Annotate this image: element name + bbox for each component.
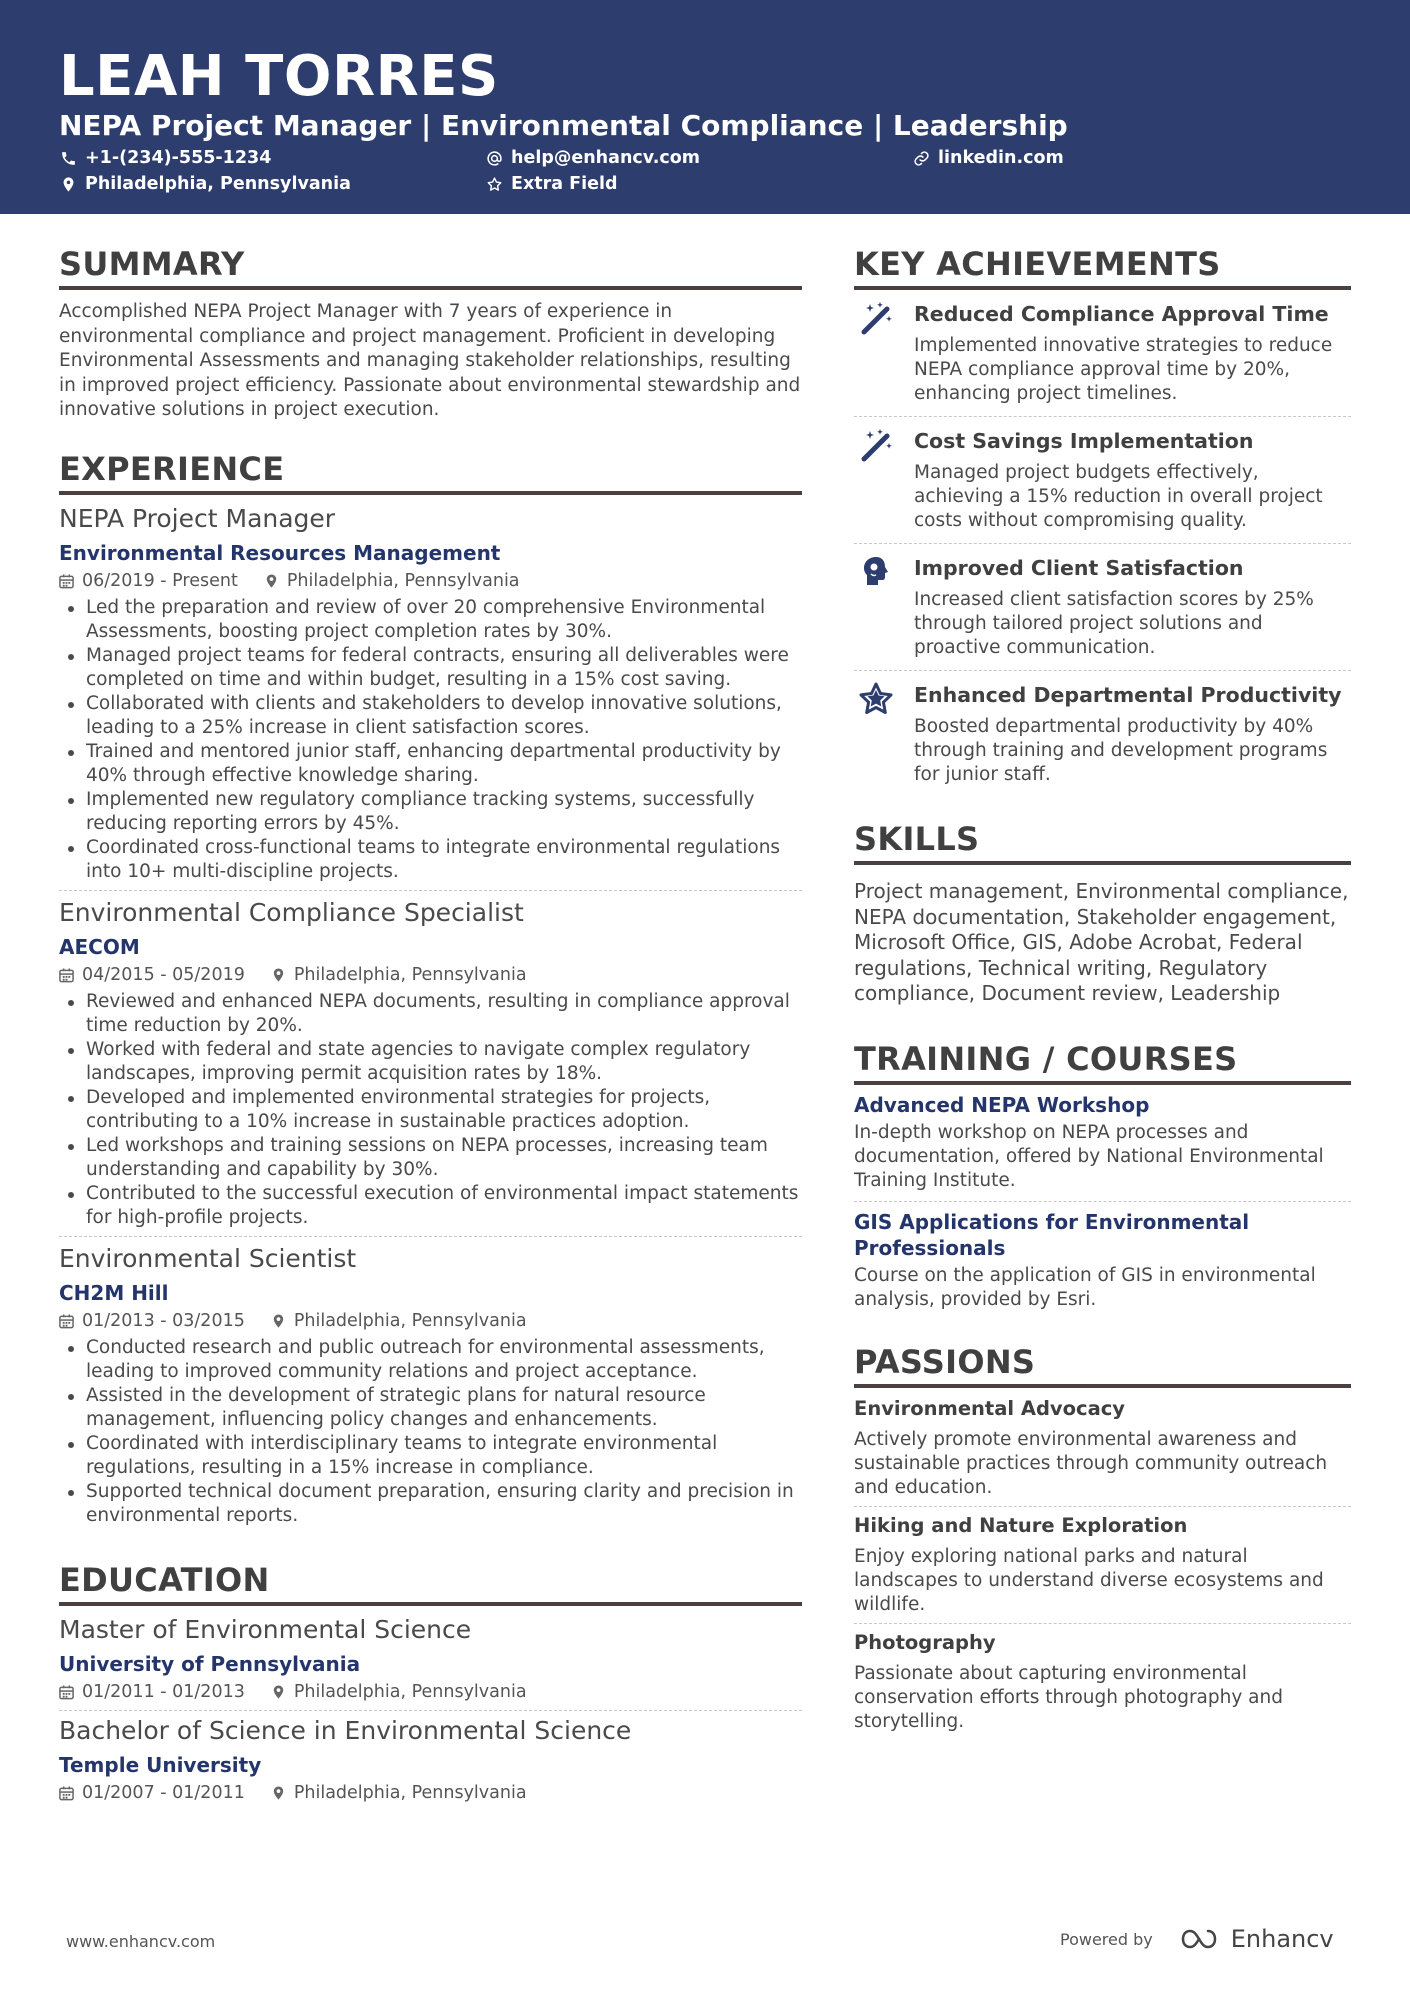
skills-list: Project management, Environmental compliance, NEPA documentation, Stakeholder engagement, Microsoft Office, GIS, Adobe Acrobat, Federal regulations, Technical writing, Regulatory compliance, Document review, Leadership bbox=[854, 879, 1349, 1005]
extra-field-text: Extra Field bbox=[511, 174, 618, 194]
bullet-item: Coordinated with interdisciplinary teams to integrate environmental regulations, resulting in a 15% increase in compliance. bbox=[59, 1432, 802, 1480]
education-entry bbox=[59, 1711, 802, 1805]
bullet-item: Implemented new regulatory compliance tracking systems, successfully reducing reporting errors by 45%. bbox=[59, 788, 802, 836]
phone-text: +1-(234)-555-1234 bbox=[85, 148, 272, 168]
brand-logo[interactable] bbox=[1179, 1925, 1334, 1953]
achievement-item bbox=[854, 290, 1351, 416]
contact-email[interactable] bbox=[486, 146, 700, 170]
contact-extra-field bbox=[486, 172, 618, 196]
star-icon bbox=[858, 681, 894, 717]
magic-wand-icon bbox=[858, 427, 894, 463]
education-dates: 01/2011 - 01/2013 bbox=[82, 1681, 245, 1702]
footer-branding bbox=[1060, 1925, 1334, 1953]
job-dates: 06/2019 - Present bbox=[82, 570, 238, 591]
achievement-title: Improved Client Satisfaction bbox=[914, 556, 1244, 580]
job-title: Environmental Compliance Specialist bbox=[59, 897, 524, 927]
brand-name: Enhancv bbox=[1230, 1925, 1334, 1953]
candidate-headline: NEPA Project Manager | Environmental Compliance | Leadership bbox=[59, 109, 1068, 142]
contact-linkedin[interactable] bbox=[913, 146, 1064, 170]
education-location: Philadelphia, Pennsylvania bbox=[293, 1782, 527, 1803]
passion-desc: Passionate about capturing environmental conservation efforts through photography and storytelling. bbox=[854, 1663, 1283, 1732]
summary-text: Accomplished NEPA Project Manager with 7 years of experience in environmental compliance and project management. Proficient in developing Environmental Assessments and managing stakeholder relationships, resulting in improved project efficiency. Passionate about environmental stewardship and innovative solutions in project execution. bbox=[59, 301, 801, 420]
achievement-title: Reduced Compliance Approval Time bbox=[914, 302, 1329, 326]
course-desc: Course on the application of GIS in environmental analysis, provided by Esri. bbox=[854, 1265, 1316, 1310]
calendar-icon bbox=[59, 967, 74, 983]
bullet-item: Collaborated with clients and stakeholders to develop innovative solutions, leading to a 25% increase in client satisfaction scores. bbox=[59, 692, 802, 740]
linkedin-text: linkedin.com bbox=[938, 148, 1064, 168]
section-heading-experience: EXPERIENCE bbox=[59, 449, 802, 495]
bullet-item: Led workshops and training sessions on NEPA processes, increasing team understanding and capability by 30%. bbox=[59, 1134, 802, 1182]
section-heading-skills: SKILLS bbox=[854, 819, 1351, 865]
location-pin-icon bbox=[264, 573, 279, 589]
at-sign-icon bbox=[486, 150, 503, 167]
achievement-title: Cost Savings Implementation bbox=[914, 429, 1254, 453]
job-title: NEPA Project Manager bbox=[59, 503, 336, 533]
contact-phone[interactable] bbox=[60, 146, 271, 170]
job-dates: 01/2013 - 03/2015 bbox=[82, 1310, 245, 1331]
passions-section bbox=[854, 1342, 1351, 1734]
degree-title: Master of Environmental Science bbox=[59, 1614, 472, 1644]
resume-header bbox=[0, 0, 1410, 214]
email-text: help@enhancv.com bbox=[511, 148, 701, 168]
powered-by-label: Powered by bbox=[1060, 1929, 1153, 1949]
education-meta bbox=[59, 1680, 802, 1704]
enhancv-logo-icon bbox=[1179, 1926, 1223, 1952]
location-pin-icon bbox=[271, 967, 286, 983]
calendar-icon bbox=[59, 1313, 74, 1329]
passion-item bbox=[854, 1624, 1351, 1734]
achievement-item bbox=[854, 671, 1351, 797]
course-desc: In-depth workshop on NEPA processes and documentation, offered by National Environmental Training Institute. bbox=[854, 1122, 1324, 1191]
achievements-section bbox=[854, 244, 1351, 797]
achievement-desc: Managed project budgets effectively, achieving a 15% reduction in overall project costs without compromising quality. bbox=[914, 462, 1323, 531]
course-title: Advanced NEPA Workshop bbox=[854, 1092, 1150, 1117]
footer-website-link[interactable]: www.enhancv.com bbox=[66, 1932, 216, 1951]
achievement-desc: Increased client satisfaction scores by 25% through tailored project solutions and proactive communication. bbox=[914, 589, 1314, 658]
education-section bbox=[59, 1560, 802, 1805]
achievement-item bbox=[854, 417, 1351, 543]
passion-title: Environmental Advocacy bbox=[854, 1397, 1126, 1420]
experience-section bbox=[59, 449, 802, 1528]
achievement-title: Enhanced Departmental Productivity bbox=[914, 683, 1342, 707]
candidate-name: LEAH TORRES bbox=[59, 44, 499, 109]
section-heading-training: TRAINING / COURSES bbox=[854, 1039, 1351, 1085]
location-pin-icon bbox=[271, 1684, 286, 1700]
summary-section bbox=[59, 244, 802, 423]
degree-title: Bachelor of Science in Environmental Science bbox=[59, 1715, 632, 1745]
course-item bbox=[854, 1093, 1351, 1202]
bullet-item: Managed project teams for federal contracts, ensuring all deliverables were completed on time and within budget, resulting in a 15% cost saving. bbox=[59, 644, 802, 692]
bullet-item: Developed and implemented environmental strategies for projects, contributing to a 10% increase in sustainable practices adoption. bbox=[59, 1086, 802, 1134]
job-meta bbox=[59, 569, 802, 593]
phone-icon bbox=[60, 150, 77, 167]
section-heading-achievements: KEY ACHIEVEMENTS bbox=[854, 244, 1351, 290]
company-name: AECOM bbox=[59, 934, 140, 959]
job-bullets bbox=[59, 990, 802, 1230]
course-item bbox=[854, 1202, 1351, 1312]
location-pin-icon bbox=[271, 1313, 286, 1329]
bullet-item: Contributed to the successful execution of environmental impact statements for high-profile projects. bbox=[59, 1182, 802, 1230]
achievement-desc: Boosted departmental productivity by 40% through training and development programs for junior staff. bbox=[914, 716, 1328, 785]
bullet-item: Worked with federal and state agencies to navigate complex regulatory landscapes, improving permit acquisition rates by 18%. bbox=[59, 1038, 802, 1086]
bullet-item: Assisted in the development of strategic plans for natural resource management, influencing policy changes and enhancements. bbox=[59, 1384, 802, 1432]
education-dates: 01/2007 - 01/2011 bbox=[82, 1782, 245, 1803]
skills-section bbox=[854, 819, 1351, 1007]
company-name: CH2M Hill bbox=[59, 1280, 169, 1305]
job-location: Philadelphia, Pennsylvania bbox=[293, 964, 527, 985]
education-entry bbox=[59, 1614, 802, 1710]
right-column bbox=[854, 244, 1351, 1734]
contact-location bbox=[60, 172, 351, 196]
achievement-item bbox=[854, 544, 1351, 670]
bullet-item: Led the preparation and review of over 20 comprehensive Environmental Assessments, boosting project completion rates by 30%. bbox=[59, 596, 802, 644]
link-icon bbox=[913, 150, 930, 167]
education-meta bbox=[59, 1781, 802, 1805]
bullet-item: Trained and mentored junior staff, enhancing departmental productivity by 40% through effective knowledge sharing. bbox=[59, 740, 802, 788]
calendar-icon bbox=[59, 1785, 74, 1801]
passion-title: Photography bbox=[854, 1631, 996, 1654]
bullet-item: Reviewed and enhanced NEPA documents, resulting in compliance approval time reduction by 20%. bbox=[59, 990, 802, 1038]
bullet-item: Conducted research and public outreach for environmental assessments, leading to improved community relations and project acceptance. bbox=[59, 1336, 802, 1384]
location-pin-icon bbox=[60, 176, 77, 193]
bullet-item: Supported technical document preparation, ensuring clarity and precision in environmental reports. bbox=[59, 1480, 802, 1528]
location-text: Philadelphia, Pennsylvania bbox=[85, 174, 351, 194]
job-dates: 04/2015 - 05/2019 bbox=[82, 964, 245, 985]
school-name: University of Pennsylvania bbox=[59, 1651, 361, 1676]
passion-desc: Enjoy exploring national parks and natural landscapes to understand diverse ecosystems and wildlife. bbox=[854, 1546, 1324, 1615]
school-name: Temple University bbox=[59, 1752, 262, 1777]
course-title: GIS Applications for Environmental Professionals bbox=[854, 1210, 1250, 1260]
head-profile-icon bbox=[858, 554, 894, 590]
job-meta bbox=[59, 1309, 802, 1333]
passion-desc: Actively promote environmental awareness and sustainable practices through community outreach and education. bbox=[854, 1429, 1328, 1498]
training-section bbox=[854, 1039, 1351, 1313]
passion-item bbox=[854, 1507, 1351, 1623]
experience-entry bbox=[59, 891, 802, 1236]
company-name: Environmental Resources Management bbox=[59, 540, 501, 565]
education-location: Philadelphia, Pennsylvania bbox=[293, 1681, 527, 1702]
location-pin-icon bbox=[271, 1785, 286, 1801]
job-title: Environmental Scientist bbox=[59, 1243, 357, 1273]
experience-entry bbox=[59, 1237, 802, 1528]
experience-entry bbox=[59, 503, 802, 890]
section-heading-summary: SUMMARY bbox=[59, 244, 802, 290]
section-heading-education: EDUCATION bbox=[59, 1560, 802, 1606]
calendar-icon bbox=[59, 573, 74, 589]
job-location: Philadelphia, Pennsylvania bbox=[286, 570, 520, 591]
job-location: Philadelphia, Pennsylvania bbox=[293, 1310, 527, 1331]
left-column bbox=[59, 244, 802, 1805]
passion-title: Hiking and Nature Exploration bbox=[854, 1514, 1188, 1537]
star-outline-icon bbox=[486, 176, 503, 193]
job-bullets bbox=[59, 1336, 802, 1528]
magic-wand-icon bbox=[858, 300, 894, 336]
section-heading-passions: PASSIONS bbox=[854, 1342, 1351, 1388]
achievement-desc: Implemented innovative strategies to reduce NEPA compliance approval time by 20%, enhancing project timelines. bbox=[914, 335, 1333, 404]
passion-item bbox=[854, 1396, 1351, 1506]
job-bullets bbox=[59, 596, 802, 884]
job-meta bbox=[59, 963, 802, 987]
bullet-item: Coordinated cross-functional teams to integrate environmental regulations into 10+ multi-discipline projects. bbox=[59, 836, 802, 884]
calendar-icon bbox=[59, 1684, 74, 1700]
